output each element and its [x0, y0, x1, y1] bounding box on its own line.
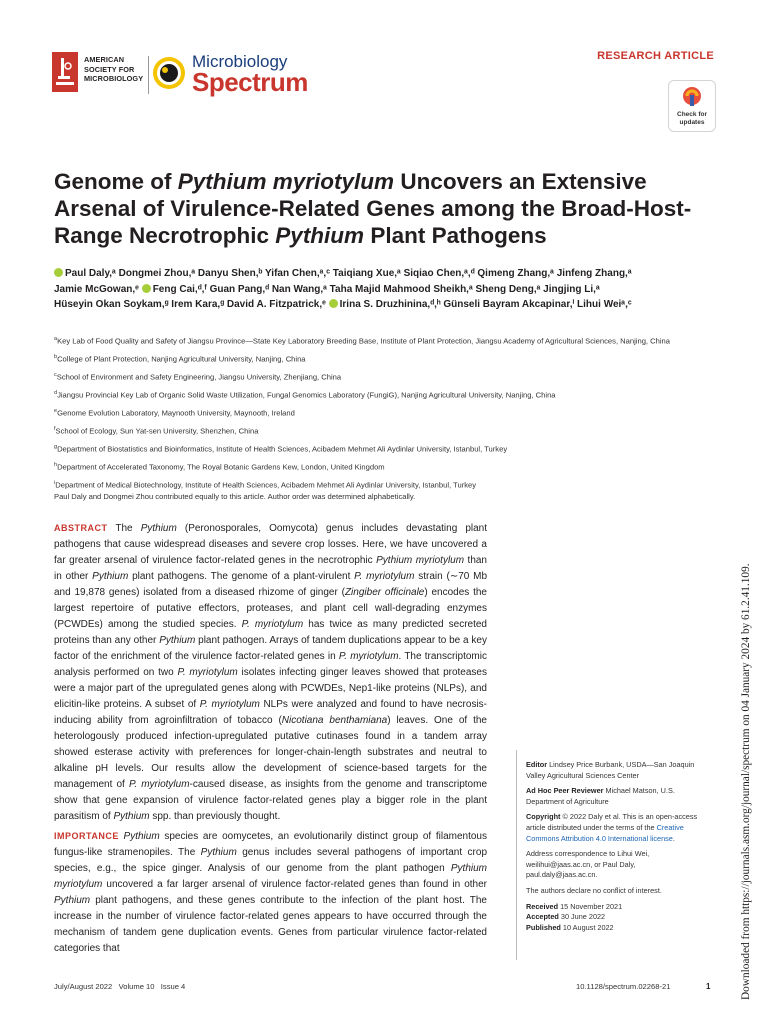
- spectrum-circle-icon: [152, 56, 186, 90]
- orcid-icon[interactable]: [142, 284, 151, 293]
- main-text: [54, 520, 487, 957]
- equal-contribution-note: Paul Daly and Dongmei Zhou contributed equally to this article. Author order was determined alphabetically.: [54, 492, 416, 501]
- affiliation: $^h$Department of Accelerated Taxonomy, The Royal Botanic Gardens Kew, London, United Kingdom: [54, 462, 385, 472]
- society-name-line3: MICROBIOLOGY: [84, 74, 144, 83]
- orcid-icon[interactable]: [329, 299, 338, 308]
- check-updates-line1: Check for: [677, 111, 707, 118]
- issue-info: July/August 2022 Volume 10 Issue 4: [54, 982, 186, 991]
- received-date: Received 15 November 2021: [526, 901, 623, 911]
- affiliation: $^e$Genome Evolution Laboratory, Maynooth University, Maynooth, Ireland: [54, 408, 295, 418]
- reviewer-info: Ad Hoc Peer Reviewer Michael Matson, U.S. Department of Agriculture: [526, 786, 675, 806]
- abstract-paragraph: ABSTRACT The Pythium (Peronosporales, Oomycota) genus includes devastating plant pathogens that cause widespread diseases and severe crop losses. Here, we have uncovered a far greater arsenal of virulence factor-related genes in the necrotrophic Pythium myriotylum than in other Pythium plant pathogens. The genome of a plant-virulent P. myriotylum strain (∼70 Mb and 19,878 genes) isolated from a diseased rhizome of ginger (Zingiber officinale) encodes the largest repertoire of putative effectors, proteases, and plant cell wall-degrading enzymes (PCWDEs) among the studied species. P. myriotylum has twice as many predicted secreted proteins than any other Pythium plant pathogen. Arrays of tandem duplications appear to be a key factor of the enrichment of the virulence factor-related genes in P. myriotylum. The transcriptomic analysis performed on two P. myriotylum isolates infecting ginger leaves showed that proteases were a major part of the upregulated genes along with PCWDEs, Nep1-like proteins (NLPs), and elicitin-like proteins. A subset of P. myriotylum NLPs were analyzed and found to have necrosis-inducing ability from agroinfiltration of tobacco (Nicotiana benthamiana) leaves. One of the heterologously produced infection-upregulated putative cutinases found in a tandem array showed esterase activity with preferences for longer-chain-length substrates and neutral to alkaline pH levels. Our results allow the development of science-based targets for the management of P. myriotylum-caused disease, as insights from the genome and transcriptome show that gene expansion of virulence factor-related genes play a bigger role in the plant parasitism of Pythium spp. than previously thought.: [54, 523, 488, 822]
- journal-logo: [152, 50, 322, 96]
- affiliation: $^b$College of Plant Protection, Nanjing Agricultural University, Nanjing, China: [54, 354, 306, 364]
- importance-label: IMPORTANCE: [54, 831, 119, 841]
- license-link[interactable]: Creative Commons Attribution 4.0 International license: [526, 822, 684, 843]
- asm-flask-icon: [52, 52, 78, 92]
- author-list: Paul Daly,ᵃ Dongmei Zhou,ᵃ Danyu Shen,ᵇ Yifan Chen,ᵃ,ᶜ Taiqiang Xue,ᵃ Siqiao Chen,ᵃ,ᵈ Qimeng Zhang,ᵃ Jinfeng Zhang,ᵃ Jamie McGowan,ᵉ Feng Cai,ᵈ,ᶠ Guan Pang,ᵈ Nan Wang,ᵃ Taha Majid Mahmood Sheikh,ᵃ Sheng Deng,ᵃ Jingjing Li,ᵃ Hüseyin Okan Soykam,ᵍ Irem Kara,ᵍ David A. Fitzpatrick,ᵉ Irina S. Druzhinina,ᵈ,ʰ Günseli Bayram Akcapinar,ⁱ Lihui Weiᵃ,ᶜ: [54, 268, 632, 310]
- affiliations: [54, 334, 714, 496]
- importance-paragraph: IMPORTANCE Pythium species are oomycetes, an evolutionarily distinct group of filamentous fungus-like stramenopiles. The Pythium genus includes several pathogens of important crop species, e.g., the spice ginger. Analysis of our genome from the plant pathogen Pythium myriotylum uncovered a far larger arsenal of virulence factor-related genes than found in other Pythium plant pathogens, and these genes contribute to the infection of the plant host. The increase in the number of virulence factor-related genes appears to have occurred through the mechanism of tandem gene duplication events. Genes from particular virulence factor-related categories that: [54, 831, 488, 954]
- abstract-label: ABSTRACT: [54, 523, 108, 533]
- published-date: Published 10 August 2022: [526, 922, 614, 932]
- correspondence-info: Address correspondence to Lihui Wei, weilihui@jaas.ac.cn, or Paul Daly, paul.daly@jaas.ac.cn.: [526, 849, 650, 880]
- asm-logo: [52, 52, 148, 94]
- journal-name-spectrum: Spectrum: [192, 67, 308, 97]
- sidebar-rule: [516, 750, 517, 960]
- conflict-statement: The authors declare no conflict of interest.: [526, 885, 662, 895]
- journal-name-microbiology: Microbiology: [192, 52, 288, 71]
- editor-info: Editor Lindsey Price Burbank, USDA—San Joaquin Valley Agricultural Sciences Center: [526, 760, 695, 780]
- affiliation: $^c$School of Environment and Safety Engineering, Jiangsu University, Zhenjiang, China: [54, 372, 342, 382]
- affiliation: $^g$Department of Biostatistics and Bioinformatics, Institute of Health Sciences, Acibadem Mehmet Ali Aydinlar University, Istanbul, Turkey: [54, 444, 508, 454]
- copyright-info: Copyright © 2022 Daly et al. This is an open-access article distributed under the terms of the Creative Commons Attribution 4.0 International license.: [526, 812, 698, 843]
- society-name-line2: SOCIETY FOR: [84, 64, 135, 74]
- orcid-icon[interactable]: [54, 268, 63, 277]
- check-updates-icon: [682, 86, 702, 108]
- affiliation: $^i$Department of Medical Biotechnology, Institute of Health Sciences, Acibadem Mehmet Ali Aydinlar University, Istanbul, Turkey: [54, 480, 477, 490]
- affiliation: $^f$School of Ecology, Sun Yat-sen University, Shenzhen, China: [54, 426, 259, 436]
- download-watermark: Downloaded from https://journals.asm.org/journal/spectrum on 04 January 2024 by 61.2.41.109.: [740, 563, 752, 1000]
- article-type: RESEARCH ARTICLE: [597, 50, 714, 62]
- society-name-line1: AMERICAN: [84, 55, 125, 64]
- article-title: Genome of Pythium myriotylum Uncovers an Extensive Arsenal of Virulence-Related Genes among the Broad-Host-Range Necrotrophic Pythium Plant Pathogens: [54, 169, 692, 248]
- affiliation: $^d$Jiangsu Provincial Key Lab of Organic Solid Waste Utilization, Fungal Genomics Laboratory (FungiG), Nanjing Agricultural University, Nanjing, China: [54, 390, 556, 400]
- affiliation: $^a$Key Lab of Food Quality and Safety of Jiangsu Province—State Key Laboratory Breeding Base, Institute of Plant Protection, Jiangsu Academy of Agricultural Sciences, Nanjing, China: [54, 336, 670, 346]
- logo-separator: [148, 56, 149, 94]
- article-info-sidebar: [526, 760, 701, 933]
- check-for-updates-button[interactable]: [668, 80, 716, 132]
- check-updates-line2: updates: [679, 118, 705, 126]
- doi[interactable]: 10.1128/spectrum.02268-21: [576, 982, 671, 991]
- author-line-1: Paul Daly,ᵃ Dongmei Zhou,ᵃ Danyu Shen,ᵇ Yifan Chen,ᵃ,ᶜ Taiqiang Xue,ᵃ Siqiao Chen,ᵃ,ᵈ Qimeng Zhang,ᵃ Jinfeng Zhang,ᵃ: [65, 268, 632, 279]
- page-number: 1: [706, 982, 711, 991]
- accepted-date: Accepted 30 June 2022: [526, 912, 606, 922]
